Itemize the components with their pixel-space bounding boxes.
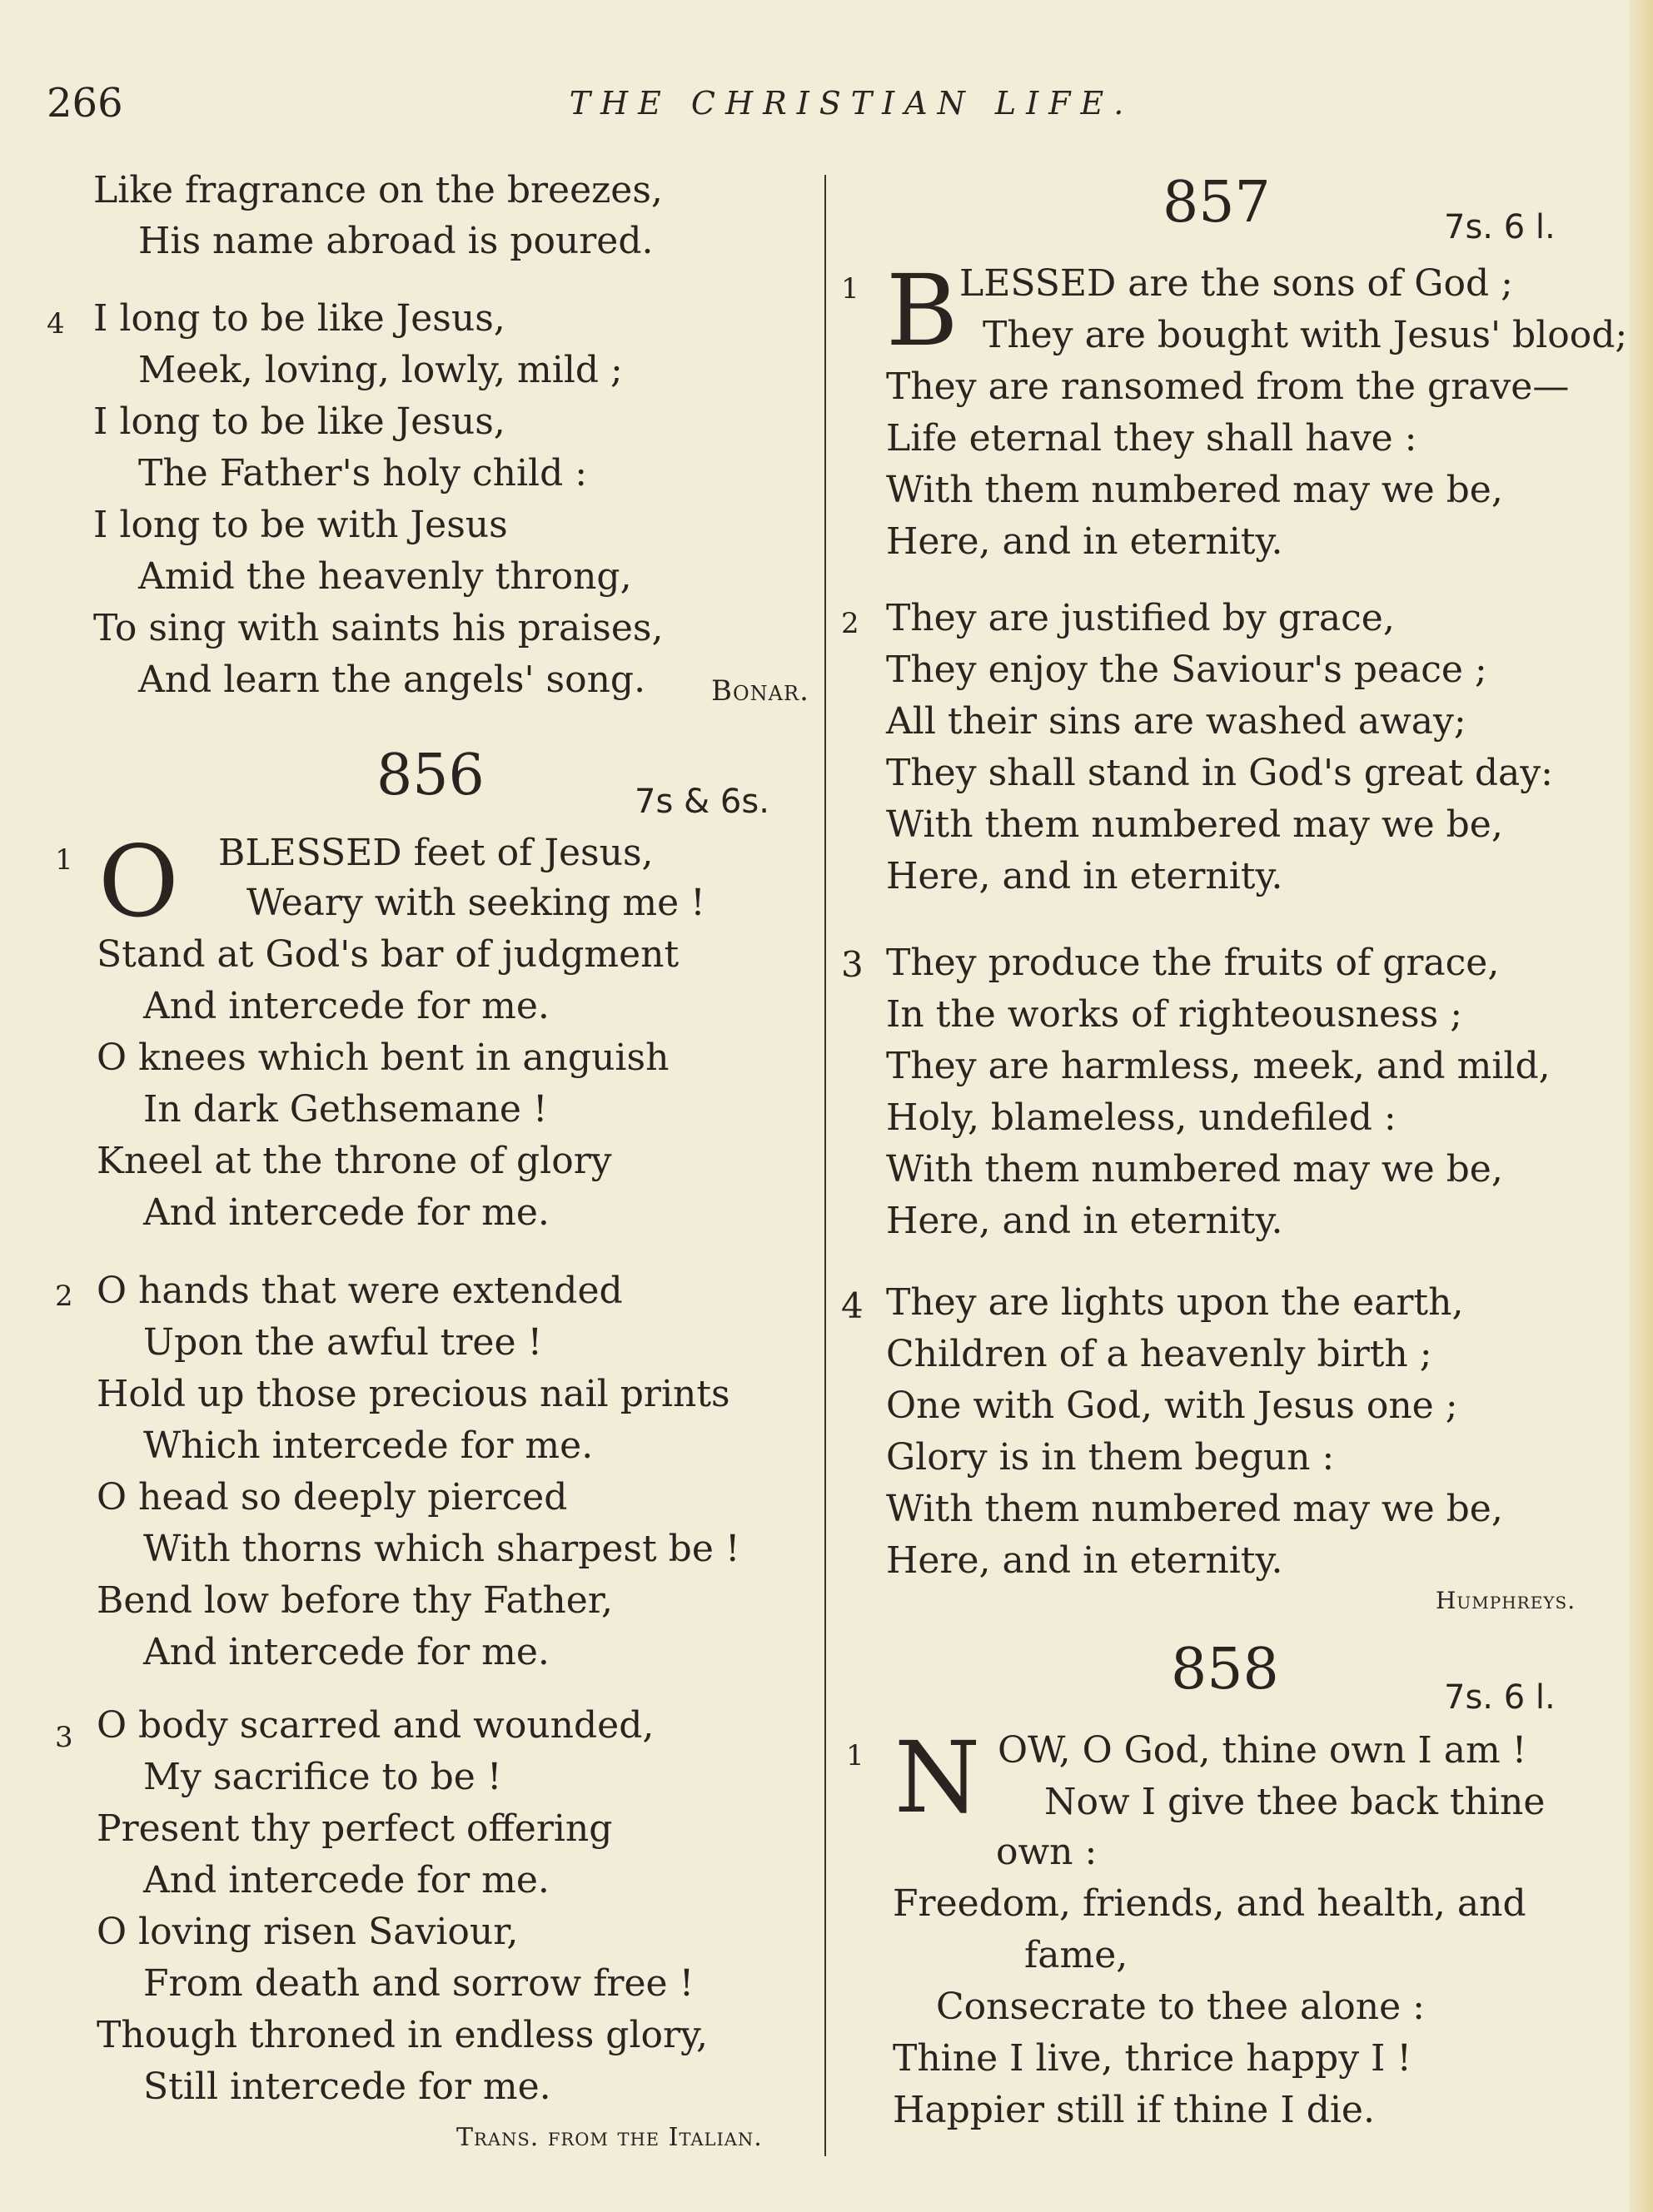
verse-line: To sing with saints his praises,: [93, 607, 664, 649]
hymn-number: 856: [376, 743, 485, 808]
verse-line: All their sins are washed away;: [886, 700, 1466, 743]
verse-line: And intercede for me.: [143, 1859, 550, 1901]
verse-line: In the works of righteousness ;: [886, 993, 1463, 1036]
verse-line: Freedom, friends, and health, and: [893, 1882, 1526, 1925]
verse-line: With them numbered may we be,: [886, 1148, 1503, 1191]
verse-line: And intercede for me.: [143, 985, 550, 1027]
verse-line: His name abroad is poured.: [138, 220, 654, 262]
verse-line: OW, O God, thine own I am !: [998, 1729, 1527, 1772]
stanza-number: 1: [841, 272, 859, 306]
verse-line: Stand at God's bar of judgment: [97, 933, 680, 976]
verse-line: And intercede for me.: [143, 1631, 550, 1673]
verse-line: own :: [996, 1831, 1098, 1873]
stanza-number: 3: [55, 1721, 73, 1754]
verse-line: With thorns which sharpest be !: [143, 1528, 740, 1570]
verse-line: I long to be with Jesus: [93, 504, 508, 546]
verse-line: Weary with seeking me !: [246, 882, 705, 924]
verse-line: Upon the awful tree !: [143, 1321, 543, 1364]
stanza-number: 2: [55, 1280, 73, 1313]
verse-line: The Father's holy child :: [138, 452, 588, 495]
verse-line: Like fragrance on the breezes,: [93, 169, 663, 211]
verse-line: With them numbered may we be,: [886, 1488, 1503, 1530]
verse-line: And learn the angels' song.: [138, 659, 646, 701]
verse-line: Which intercede for me.: [143, 1424, 594, 1467]
page-header: [0, 80, 1653, 138]
verse-line: Bend low before thy Father,: [97, 1579, 613, 1622]
hymn-author: Humphreys.: [1436, 1587, 1576, 1614]
verse-line: And intercede for me.: [143, 1191, 550, 1234]
hymn-meter: 7s & 6s.: [635, 783, 769, 821]
verse-line: LESSED are the sons of God ;: [959, 262, 1513, 305]
verse-line: They are justified by grace,: [886, 597, 1395, 639]
verse-line: They shall stand in God's great day:: [886, 752, 1553, 794]
column-divider: [824, 175, 826, 2156]
verse-line: O hands that were extended: [97, 1270, 623, 1312]
verse-line: Thine I live, thrice happy I !: [893, 2037, 1412, 2080]
stanza-number: 1: [55, 843, 73, 877]
verse-line: They are ransomed from the grave—: [886, 365, 1570, 408]
verse-line: Still intercede for me.: [143, 2065, 551, 2108]
verse-line: fame,: [1024, 1934, 1128, 1976]
hymn-meter: 7s. 6 l.: [1444, 208, 1556, 246]
verse-line: With them numbered may we be,: [886, 469, 1503, 511]
verse-line: BLESSED feet of Jesus,: [218, 832, 654, 874]
verse-line: Amid the heavenly throng,: [138, 555, 632, 598]
hymn-meter: 7s. 6 l.: [1444, 1678, 1556, 1717]
stanza-number: 4: [47, 307, 65, 340]
verse-line: O body scarred and wounded,: [97, 1704, 655, 1747]
hymn-author: Bonar.: [711, 674, 809, 708]
stanza-number: 3: [841, 944, 864, 985]
verse-line: O knees which bent in anguish: [97, 1036, 670, 1079]
verse-line: Glory is in them begun :: [886, 1436, 1335, 1479]
drop-cap: O: [98, 824, 179, 939]
stanza-number: 4: [841, 1285, 864, 1326]
verse-line: Here, and in eternity.: [886, 855, 1283, 897]
verse-line: My sacrifice to be !: [143, 1756, 502, 1798]
verse-line: O head so deeply pierced: [97, 1476, 568, 1519]
stanza-number: 1: [846, 1739, 864, 1772]
verse-line: They are lights upon the earth,: [886, 1281, 1464, 1324]
verse-line: They are harmless, meek, and mild,: [886, 1045, 1551, 1087]
verse-line: Now I give thee back thine: [1044, 1781, 1546, 1823]
verse-line: Hold up those precious nail prints: [97, 1373, 730, 1415]
verse-line: They enjoy the Saviour's peace ;: [886, 649, 1487, 691]
verse-line: In dark Gethsemane !: [143, 1088, 548, 1131]
verse-line: Present thy perfect offering: [97, 1807, 613, 1850]
verse-line: One with God, with Jesus one ;: [886, 1384, 1458, 1427]
verse-line: O loving risen Saviour,: [97, 1911, 519, 1953]
drop-cap: B: [886, 253, 958, 368]
drop-cap: N: [894, 1720, 981, 1835]
hymn-number: 857: [1163, 170, 1271, 236]
stanza-number: 2: [841, 607, 859, 640]
verse-line: Here, and in eternity.: [886, 1200, 1283, 1242]
verse-line: I long to be like Jesus,: [93, 400, 505, 443]
verse-line: Though throned in endless glory,: [97, 2014, 709, 2056]
hymn-author: Trans. from the Italian.: [456, 2123, 763, 2152]
verse-line: Life eternal they shall have :: [886, 417, 1417, 460]
verse-line: Meek, loving, lowly, mild ;: [138, 349, 623, 391]
verse-line: Children of a heavenly birth ;: [886, 1333, 1432, 1375]
verse-line: I long to be like Jesus,: [93, 297, 505, 340]
verse-line: From death and sorrow free !: [143, 1962, 695, 2005]
verse-line: Kneel at the throne of glory: [97, 1140, 612, 1182]
hymn-number: 858: [1171, 1637, 1279, 1702]
page-edge: [1630, 0, 1653, 2212]
verse-line: Consecrate to thee alone :: [936, 1986, 1425, 2028]
verse-line: Here, and in eternity.: [886, 520, 1283, 563]
verse-line: With them numbered may we be,: [886, 803, 1503, 846]
running-head: THE CHRISTIAN LIFE.: [569, 85, 1134, 122]
verse-line: Here, and in eternity.: [886, 1539, 1283, 1582]
page-number: 266: [47, 80, 123, 127]
verse-line: They produce the fruits of grace,: [886, 942, 1500, 984]
verse-line: They are bought with Jesus' blood;: [983, 314, 1628, 356]
verse-line: Holy, blameless, undefiled :: [886, 1096, 1397, 1139]
verse-line: Happier still if thine I die.: [893, 2089, 1375, 2131]
